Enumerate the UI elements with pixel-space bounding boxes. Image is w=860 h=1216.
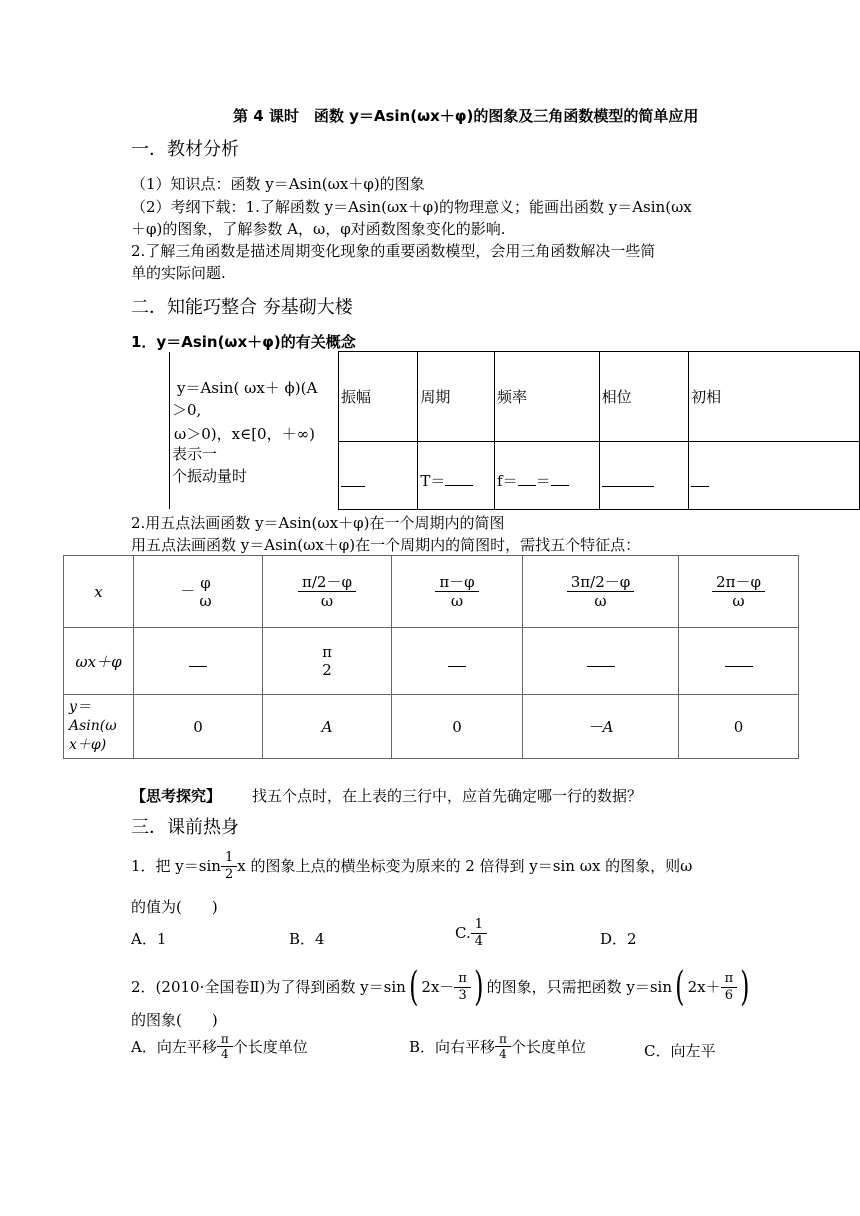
text-line: 单的实际问题.: [131, 264, 226, 282]
frac-num: 1: [221, 850, 237, 867]
section-heading-3: 三．课前热身: [131, 817, 239, 838]
concept-text: 表示一: [172, 445, 218, 463]
frequency-cell: [495, 442, 600, 510]
frac-den: 4: [499, 1047, 507, 1062]
frac-num: π: [495, 1032, 511, 1047]
subheading: 1．y＝Asin(ωx＋φ)的有关概念: [131, 333, 356, 351]
frac-num: π: [454, 971, 471, 988]
frac-den: 4: [220, 1047, 229, 1062]
text-line: （1）知识点：函数 y＝Asin(ωx＋φ)的图象: [131, 175, 425, 193]
q2-option-b[interactable]: [409, 1032, 586, 1062]
frequency-eq: ＝: [535, 472, 551, 490]
header-frequency: 频率: [495, 352, 600, 442]
y-cell: 0: [392, 695, 523, 759]
text-line: ＋φ)的图象，了解参数 A，ω，φ对函数图象变化的影响.: [131, 220, 506, 238]
frac-num: π－φ: [435, 573, 478, 592]
q1-text: 1．把 y＝sin: [131, 857, 221, 876]
header-amplitude: 振幅: [339, 352, 418, 442]
question-1: [131, 850, 692, 882]
row-head-x: x: [64, 556, 134, 628]
amplitude-blank: [339, 442, 418, 510]
x-cell: [523, 556, 679, 628]
question-2: 2．(2010·全国卷Ⅱ)为了得到函数 y＝sin ( 2x－ $\frac{\pi}{3}$ ) 的图象，只需把函数 y＝sin ( 2x＋ $\frac{\pi}{6}$ ): [131, 964, 750, 1010]
concept-text: ＞0,: [172, 401, 202, 419]
frac-num: π: [721, 971, 738, 988]
q2-text: 2．(2010·全国卷Ⅱ)为了得到函数 y＝sin: [131, 978, 406, 996]
q1-option-c-label: C.: [455, 924, 471, 943]
x-cell: [392, 556, 523, 628]
x-cell: [134, 556, 263, 628]
header-period: 周期: [418, 352, 495, 442]
frac-num: 1: [471, 917, 487, 934]
text-line: （2）考纲下载：1.了解函数 y＝Asin(ωx＋φ)的物理意义；能画出函数 y＝Asin(ωx: [131, 198, 692, 216]
minus-sign: －: [180, 581, 196, 600]
q2-option-c[interactable]: C．向左平: [644, 1042, 716, 1060]
q2-text: 的图象，只需把函数 y＝sin: [486, 978, 672, 996]
q2-arg: 2x－: [421, 978, 455, 996]
header-phase: 相位: [599, 352, 688, 442]
frac-num: π/2－φ: [298, 573, 356, 592]
x-cell: [679, 556, 799, 628]
q2-option-text: 个长度单位: [232, 1037, 308, 1056]
q2-arg: 2x＋: [687, 978, 721, 996]
frac-den: 3: [458, 987, 467, 1003]
section-heading-1: 一．教材分析: [131, 139, 239, 160]
q1-text: 的值为( ): [131, 898, 218, 916]
concept-left-cell: [169, 352, 340, 509]
blank-cell: [392, 628, 523, 695]
page-title: 第 4 课时 函数 y＝Asin(ωx＋φ)的图象及三角函数模型的简单应用: [233, 107, 699, 125]
concept-table: [338, 351, 860, 510]
y-cell: A: [263, 695, 392, 759]
q1-option-c[interactable]: [455, 917, 487, 949]
blank-cell: [679, 628, 799, 695]
frac-num: φ: [200, 573, 211, 592]
row-head-text: y＝: [69, 699, 91, 715]
row-head-phase: ωx＋φ: [64, 628, 134, 695]
frac-den: ω: [199, 591, 212, 610]
text-line: 用五点法画函数 y＝Asin(ωx＋φ)在一个周期内的简图时，需找五个特征点：: [131, 536, 641, 554]
frac-den: 4: [474, 933, 483, 949]
frac-num: π: [322, 643, 332, 661]
blank-cell: [134, 628, 263, 695]
q1-option-d[interactable]: D．2: [600, 930, 637, 948]
phase-blank: [599, 442, 688, 510]
q2-option-text: 个长度单位: [510, 1037, 586, 1056]
frac-den: 2: [322, 661, 332, 679]
period-cell: [418, 442, 495, 510]
q1-text: x 的图象上点的横坐标变为原来的 2 倍得到 y＝sin ωx 的图象，则ω: [237, 857, 693, 876]
frac-den: ω: [450, 592, 464, 610]
y-cell: －A: [523, 695, 679, 759]
q2-option-text: B．向右平移: [409, 1037, 496, 1056]
concept-text: y＝Asin( ωx＋ ϕ)(A: [177, 379, 318, 397]
y-cell: 0: [679, 695, 799, 759]
five-point-table: [63, 555, 799, 759]
row-head-y: [64, 695, 134, 759]
concept-text: ω＞0)，x∈[0，＋∞): [174, 425, 315, 443]
section-heading-2: 二．知能巧整合 夯基砌大楼: [131, 297, 353, 318]
frac-den: ω: [320, 592, 334, 610]
x-cell: [263, 556, 392, 628]
period-label: T＝: [420, 472, 446, 490]
q2-text: 的图象( ): [131, 1011, 218, 1029]
y-cell: 0: [134, 695, 263, 759]
frac-num: 2π－φ: [712, 573, 765, 592]
blank-cell: [523, 628, 679, 695]
concept-text: 个振动量时: [172, 467, 248, 485]
frac-num: π: [217, 1032, 233, 1047]
frac-den: 2: [224, 866, 234, 882]
q1-option-b[interactable]: B．4: [289, 930, 325, 948]
header-initial-phase: 初相: [689, 352, 860, 442]
think-label: 【思考探究】: [131, 787, 222, 805]
initial-phase-blank: [689, 442, 860, 510]
text-line: 2.了解三角函数是描述周期变化现象的重要函数模型，会用三角函数解决一些简: [131, 242, 656, 260]
frac-num: 3π/2－φ: [567, 573, 635, 592]
frac-den: ω: [732, 592, 745, 610]
frac-den: ω: [594, 592, 607, 610]
q1-option-a[interactable]: A．1: [131, 930, 167, 948]
row-head-text: x＋φ): [69, 737, 107, 753]
q2-option-text: A．向左平移: [131, 1037, 217, 1056]
frequency-label: f＝: [497, 472, 518, 490]
subheading: 2.用五点法画函数 y＝Asin(ωx＋φ)在一个周期内的简图: [131, 514, 505, 532]
think-text: 找五个点时，在上表的三行中，应首先确定哪一行的数据？: [252, 787, 643, 805]
pi-half-cell: [263, 628, 392, 695]
row-head-text: Asin(ω: [69, 718, 117, 734]
frac-den: 6: [724, 987, 734, 1003]
q2-option-a[interactable]: [131, 1032, 308, 1062]
